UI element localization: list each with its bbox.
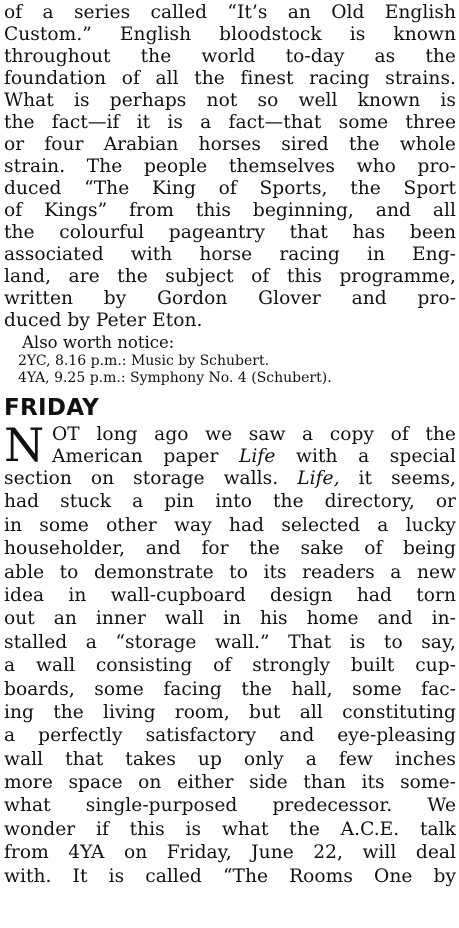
text-line: ing the living room, but all constituting <box>4 701 456 723</box>
text-line: boards, some facing the hall, some fac- <box>4 678 456 700</box>
text-line <box>4 467 456 490</box>
text-run: with a special <box>275 446 457 467</box>
text-run: section on storage walls. <box>4 468 298 489</box>
program-listing: 2YC, 8.16 p.m.: Music by Schubert. <box>18 353 270 369</box>
text-line: the colourful pageantry that has been <box>4 222 456 243</box>
text-line: householder, and for the sake of being <box>4 538 456 560</box>
text-line: duced by Peter Eton. <box>4 310 203 331</box>
text-line: duced “The King of Sports, the Sport <box>4 178 456 199</box>
text-line: what single-purposed predecessor. We <box>4 795 456 817</box>
italic-title: Life, <box>297 468 340 489</box>
text-line: of Kings” from this beginning, and all <box>4 200 456 221</box>
text-line: OT long ago we saw a copy of the <box>52 424 456 445</box>
text-line: written by Gordon Glover and pro- <box>4 288 456 309</box>
text-line: more space on either side than its some- <box>4 772 456 794</box>
text-line: in some other way had selected a lucky <box>4 514 456 536</box>
text-line: of a series called “It’s an Old English <box>4 2 456 23</box>
text-line: idea in wall-cupboard design had torn <box>4 584 456 606</box>
text-line: from 4YA on Friday, June 22, will deal <box>4 842 456 864</box>
text-run: it seems, <box>339 468 456 489</box>
program-listing: 4YA, 9.25 p.m.: Symphony No. 4 (Schubert). <box>18 370 332 386</box>
text-line: a wall consisting of strongly built cup- <box>4 655 456 677</box>
document-page <box>4 2 456 888</box>
text-line: What is perhaps not so well known is <box>4 90 456 111</box>
text-line: foundation of all the finest racing strains. <box>4 68 456 89</box>
text-line: a perfectly satisfactory and eye-pleasing <box>4 725 456 747</box>
text-line: the fact—if it is a fact—that some three <box>4 112 456 133</box>
text-line: Custom.” English bloodstock is known <box>4 24 456 45</box>
text-line: wonder if this is what the A.C.E. talk <box>4 818 456 840</box>
text-line: associated with horse racing in Eng- <box>4 244 456 265</box>
text-line: with. It is called “The Rooms One by <box>4 865 456 887</box>
text-line: able to demonstrate to its readers a new <box>4 561 456 583</box>
italic-title: Life <box>239 446 276 467</box>
text-line: throughout the world to-day as the <box>4 46 456 67</box>
text-run: American paper <box>52 446 239 467</box>
friday-paragraph <box>4 418 457 888</box>
text-line: land, are the subject of this programme, <box>4 266 456 287</box>
text-line: stalled a “storage wall.” That is to say, <box>4 631 456 653</box>
text-line: wall that takes up only a few inches <box>4 748 456 770</box>
text-line: strain. The people themselves who pro- <box>4 156 456 177</box>
drop-cap-letter: N <box>4 418 45 472</box>
also-worth-notice-label: Also worth notice: <box>22 333 175 352</box>
also-worth-notice <box>4 333 456 387</box>
text-line <box>52 445 456 468</box>
text-line: had stuck a pin into the directory, or <box>4 491 456 513</box>
dropcap-block <box>4 418 457 472</box>
text-line: out an inner wall in his home and in- <box>4 608 456 630</box>
article-top-paragraph <box>4 2 456 332</box>
text-line: or four Arabian horses sired the whole <box>4 134 456 155</box>
section-heading-friday: FRIDAY <box>4 395 100 421</box>
